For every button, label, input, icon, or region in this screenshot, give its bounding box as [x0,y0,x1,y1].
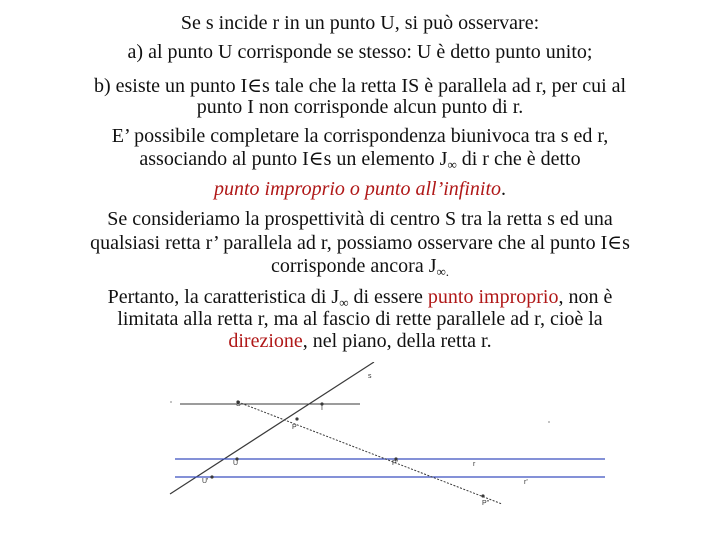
text-line-6-part-b: di r che è detto [456,148,581,170]
infinity-subscript: ∞ [447,157,457,172]
perspectivity-diagram [160,362,610,540]
text-line-6 [0,148,720,172]
point-U-prime [210,475,213,478]
label-U: U [233,460,239,467]
text-line-9: qualsiasi retta r’ parallela ad r, possiamo osservare che al punto I∈s [90,232,630,254]
label-P-prime: P' [392,460,399,467]
text-line-11-part-d: , non è [558,286,613,308]
text-line-12: limitata alla retta r, ma al fascio di rette parallele ad r, cioè la [117,308,603,330]
point-P-double-prime [481,494,484,497]
text-line-4: punto I non corrisponde alcun punto di r. [196,96,524,118]
improper-point-term-2: punto improprio [427,286,559,308]
improper-point-term: punto improprio o punto all’infinito [213,178,502,200]
perspectivity-figure [160,362,610,540]
text-line-5: E’ possibile completare la corrispondenza biunivoca tra s ed r, [111,125,609,147]
text-line-13-part-b: , nel piano, della retta r. [302,330,492,352]
text-line-6-part-a: associando al punto I∈s un elemento J [139,148,448,170]
text-line-10 [0,255,720,279]
text-line-2: a) al punto U corrisponde se stesso: U è detto punto unito; [127,41,593,63]
projection-line [238,402,502,504]
text-line-11 [0,286,720,310]
line-s [170,362,374,494]
point-P [295,417,298,420]
infinity-subscript-3: ∞ [339,295,349,310]
infinity-subscript-2: ∞. [436,264,450,279]
text-line-3: b) esiste un punto I∈s tale che la retta IS è parallela ad r, per cui al [93,75,627,97]
label-s: s [368,373,372,380]
text-line-13 [0,330,720,352]
label-r: r [473,461,476,468]
text-line-11-part-a: Pertanto, la caratteristica di J [107,286,340,308]
label-S: S [236,401,241,408]
label-P-double-prime: P'' [482,500,490,507]
text-line-7 [0,178,720,200]
text-line-11-part-b: di essere [348,286,428,308]
label-I: I [321,405,323,412]
text-line-8: Se consideriamo la prospettività di centro S tra la retta s ed una [107,208,613,230]
label-U-prime: U' [202,478,209,485]
direction-term: direzione [228,330,303,352]
text-line-1: Se s incide r in un punto U, si può osservare: [180,12,540,34]
text-line-7-period: . [501,178,507,200]
label-P: P [292,424,297,431]
label-r-prime: r' [524,479,528,486]
text-line-10-part-a: corrisponde ancora J [270,255,437,277]
